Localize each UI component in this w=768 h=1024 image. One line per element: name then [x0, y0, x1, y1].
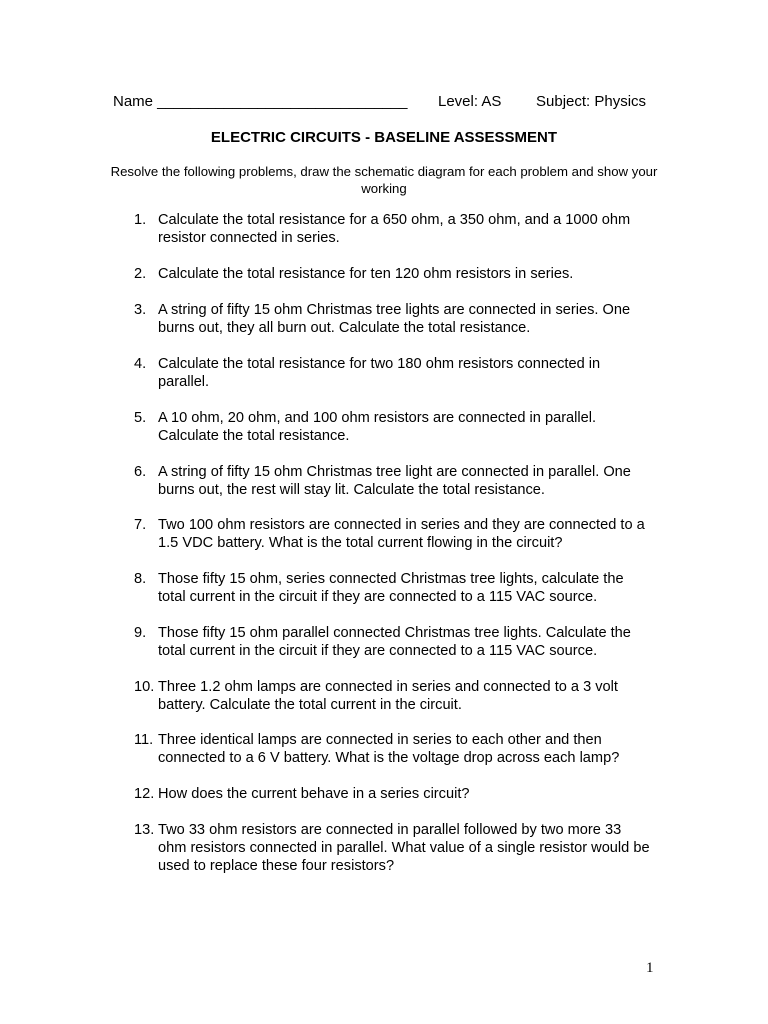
question-number: 11.	[134, 732, 154, 748]
question-text: Three 1.2 ohm lamps are connected in series and connected to a 3 volt battery. Calculate the total current in the circuit.	[158, 679, 618, 713]
question-number: 6.	[134, 464, 147, 480]
name-field: Name ______________________________	[113, 93, 408, 110]
question-text: Two 100 ohm resistors are connected in series and they are connected to a 1.5 VDC battery. What is the total current flowing in the circuit?	[158, 517, 645, 551]
question-text: A string of fifty 15 ohm Christmas tree light are connected in parallel. One burns out, the rest will stay lit. Calculate the total resistance.	[158, 464, 631, 498]
question-text: Those fifty 15 ohm parallel connected Christmas tree lights. Calculate the total current in the circuit if they are connected to a 115 VAC source.	[158, 625, 631, 659]
question-number: 2.	[134, 266, 147, 282]
question-text: A 10 ohm, 20 ohm, and 100 ohm resistors are connected in parallel. Calculate the total resistance.	[158, 410, 597, 444]
question-number: 13.	[134, 822, 155, 838]
question-number: 7.	[134, 517, 147, 533]
question-number: 10.	[134, 679, 155, 695]
level-label: Level: AS	[438, 93, 502, 110]
question-text: Calculate the total resistance for two 180 ohm resistors connected in parallel.	[158, 356, 601, 390]
question-text: Calculate the total resistance for a 650 ohm, a 350 ohm, and a 1000 ohm resistor connected in series.	[158, 212, 631, 246]
header-row	[113, 92, 647, 112]
page-number: 1	[646, 960, 654, 976]
question-text: Those fifty 15 ohm, series connected Christmas tree lights, calculate the total current in the circuit if they are connected to a 115 VAC source.	[158, 571, 624, 605]
question-number: 1.	[134, 212, 147, 228]
question-number: 8.	[134, 571, 147, 587]
question-number: 5.	[134, 410, 147, 426]
subject-label: Subject: Physics	[536, 93, 647, 110]
question-text: A string of fifty 15 ohm Christmas tree lights are connected in series. One burns out, they all burn out. Calculate the total resistance.	[158, 302, 631, 336]
question-number: 3.	[134, 302, 147, 318]
question-text: How does the current behave in a series circuit?	[158, 786, 470, 802]
page-title: ELECTRIC CIRCUITS - BASELINE ASSESSMENT	[210, 129, 558, 146]
question-number: 9.	[134, 625, 147, 641]
question-text: Three identical lamps are connected in series to each other and then connected to a 6 V battery. What is the voltage drop across each lamp?	[158, 732, 620, 766]
question-number: 12.	[134, 786, 155, 802]
question-text: Calculate the total resistance for ten 120 ohm resistors in series.	[158, 266, 574, 282]
instructions: Resolve the following problems, draw the schematic diagram for each problem and show your working	[110, 164, 658, 196]
question-number: 4.	[134, 356, 147, 372]
question-text: Two 33 ohm resistors are connected in parallel followed by two more 33 ohm resistors connected in parallel. What value of a single resistor would be used to replace these four resistors?	[158, 822, 650, 874]
